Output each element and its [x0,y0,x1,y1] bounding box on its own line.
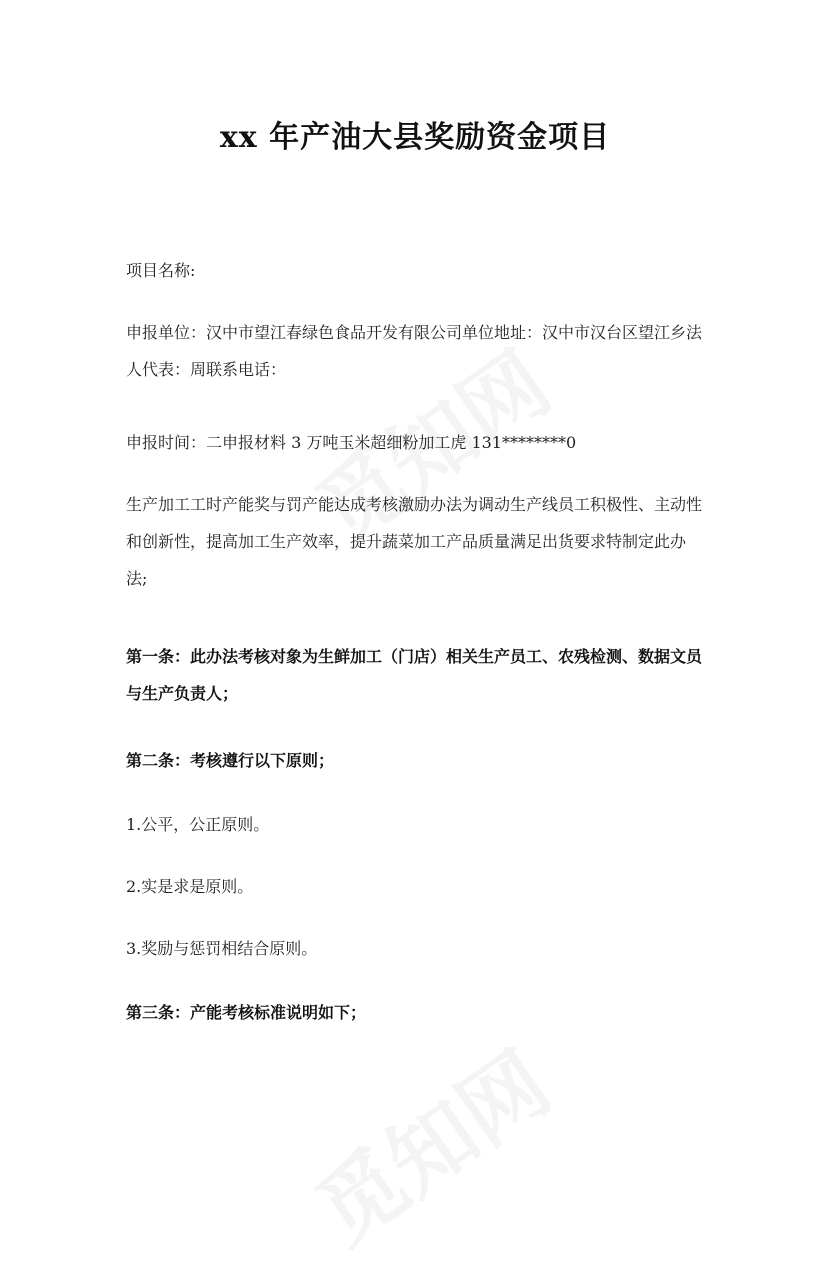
paragraph-article-1: 第一条：此办法考核对象为生鲜加工（门店）相关生产员工、农残检测、数据文员与生产负责人； [126,647,703,703]
paragraph-principle-2: 2.实是求是原则。 [126,877,254,896]
paragraph-article-2: 第二条：考核遵行以下原则； [126,751,335,770]
paragraph-intro: 生产加工工时产能奖与罚产能达成考核激励办法为调动生产线员工积极性、主动性和创新性，提高加工生产效率，提升蔬菜加工产品质量满足出货要求特制定此办法; [126,495,703,588]
paragraph-application-time: 申报时间：二申报材料 3 万吨玉米超细粉加工虎 131********0 [126,433,577,452]
paragraph-applicant: 申报单位：汉中市望江春绿色食品开发有限公司单位地址：汉中市汉台区望江乡法人代表：周联系电话： [126,323,703,379]
paragraph-project-name: 项目名称: [126,261,196,280]
paragraph-principle-1: 1.公平，公正原则。 [126,815,270,834]
paragraph-article-3: 第三条：产能考核标准说明如下； [126,1003,367,1022]
watermark-bottom [288,1017,570,1267]
paragraph-principle-3: 3.奖励与惩罚相结合原则。 [126,939,318,958]
document-title: xx 年产油大县奖励资金项目 [219,120,611,155]
